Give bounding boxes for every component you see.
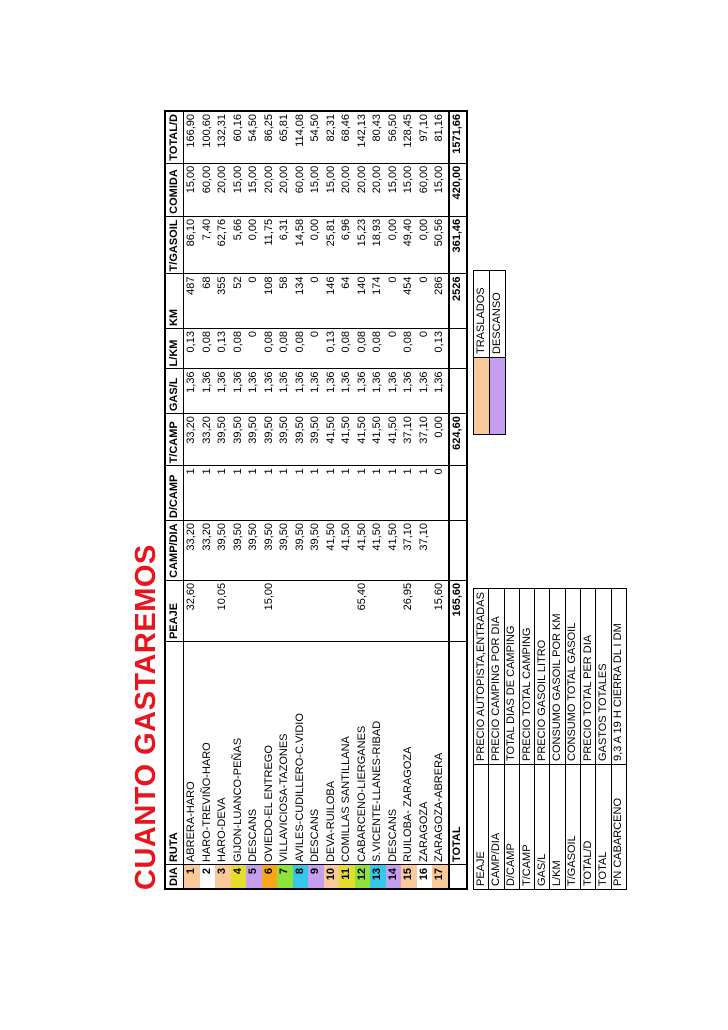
legend-row bbox=[474, 589, 489, 890]
rotated-sheet bbox=[128, 110, 628, 890]
cell-camp-dia: 41,50 bbox=[339, 521, 355, 581]
header-peaje: PEAJE bbox=[165, 580, 184, 641]
cell-d-camp: 1 bbox=[293, 466, 309, 521]
cell-peaje: 26,95 bbox=[401, 580, 417, 641]
header-d-camp: D/CAMP bbox=[165, 466, 184, 521]
cell-total-d: 60,16 bbox=[231, 111, 247, 163]
cell-d-camp: 1 bbox=[308, 466, 324, 521]
cell-km: 286 bbox=[432, 274, 449, 329]
cell-t-camp: 39,50 bbox=[293, 414, 309, 466]
header-l-km: L/KM bbox=[165, 329, 184, 369]
cell-dia: 3 bbox=[215, 865, 231, 889]
cell-total-d: 166,90 bbox=[184, 111, 200, 163]
cell-camp-dia: 41,50 bbox=[386, 521, 402, 581]
cell-l-km: 0,08 bbox=[355, 329, 371, 369]
cell-camp-dia: 41,50 bbox=[355, 521, 371, 581]
cell-comida: 20,00 bbox=[215, 163, 231, 216]
cell-gas-l: 1,36 bbox=[401, 369, 417, 414]
cell-ruta: ABRERA-HARO bbox=[184, 642, 200, 865]
cell-t-gasoil: 25,81 bbox=[324, 216, 340, 274]
cell-km: 0 bbox=[417, 274, 433, 329]
cell-gas-l: 1,36 bbox=[370, 369, 386, 414]
cell-camp-dia bbox=[432, 521, 449, 581]
legend-desc: GASTOS TOTALES bbox=[596, 589, 611, 765]
cell-t-gasoil: 6,96 bbox=[339, 216, 355, 274]
cell-peaje bbox=[308, 580, 324, 641]
total-label: TOTAL bbox=[449, 642, 467, 865]
total-t-camp: 624,60 bbox=[449, 414, 467, 466]
cell-comida: 15,00 bbox=[324, 163, 340, 216]
cell-gas-l: 1,36 bbox=[215, 369, 231, 414]
cell-t-gasoil: 18,93 bbox=[370, 216, 386, 274]
cell-camp-dia: 39,50 bbox=[215, 521, 231, 581]
cell-t-camp: 41,50 bbox=[370, 414, 386, 466]
cell-dia: 15 bbox=[401, 865, 417, 889]
color-swatch bbox=[474, 358, 490, 435]
cell-gas-l: 1,36 bbox=[262, 369, 278, 414]
cell-d-camp: 1 bbox=[339, 466, 355, 521]
total-t-gasoil: 361,46 bbox=[449, 216, 467, 274]
legend-key: T/GASOIL bbox=[565, 765, 580, 890]
legend-key: TOTAL bbox=[596, 765, 611, 890]
table-row bbox=[355, 111, 371, 889]
legend-desc: PRECIO CAMPING POR DIA bbox=[489, 589, 504, 765]
cell-l-km: 0,13 bbox=[184, 329, 200, 369]
cell-gas-l: 1,36 bbox=[246, 369, 262, 414]
cell-ruta: HARO-TREVIÑO-HARO bbox=[200, 642, 216, 865]
cell-peaje bbox=[277, 580, 293, 641]
cell-peaje: 10,05 bbox=[215, 580, 231, 641]
cell-t-camp: 39,50 bbox=[246, 414, 262, 466]
cell-dia: 2 bbox=[200, 865, 216, 889]
cell-t-gasoil: 50,56 bbox=[432, 216, 449, 274]
cell-ruta: DESCANS bbox=[308, 642, 324, 865]
color-key-label: TRASLADOS bbox=[474, 271, 490, 358]
legend-key: T/CAMP bbox=[519, 765, 534, 890]
cell-l-km: 0 bbox=[246, 329, 262, 369]
cell-t-camp: 41,50 bbox=[386, 414, 402, 466]
cell-gas-l: 1,36 bbox=[324, 369, 340, 414]
cell-camp-dia: 37,10 bbox=[417, 521, 433, 581]
cell-total-d: 142,13 bbox=[355, 111, 371, 163]
cell-l-km: 0 bbox=[417, 329, 433, 369]
cell-t-camp: 39,50 bbox=[262, 414, 278, 466]
table-body bbox=[184, 111, 449, 889]
abbreviations-legend bbox=[473, 588, 627, 890]
cell-comida: 60,00 bbox=[293, 163, 309, 216]
cell-l-km: 0,08 bbox=[231, 329, 247, 369]
table-row bbox=[277, 111, 293, 889]
cell-dia: 1 bbox=[184, 865, 200, 889]
cell-dia: 8 bbox=[293, 865, 309, 889]
color-key-row bbox=[490, 271, 506, 435]
color-swatch bbox=[490, 358, 506, 435]
cell-total-d: 100,60 bbox=[200, 111, 216, 163]
cell-gas-l: 1,36 bbox=[231, 369, 247, 414]
cell-d-camp: 1 bbox=[215, 466, 231, 521]
cell-camp-dia: 39,50 bbox=[293, 521, 309, 581]
legend-key: PN CABARCENO bbox=[611, 765, 626, 890]
cell-km: 52 bbox=[231, 274, 247, 329]
cell-dia: 4 bbox=[231, 865, 247, 889]
legend-desc: CONSUMO GASOIL POR KM bbox=[550, 589, 565, 765]
cell-peaje bbox=[417, 580, 433, 641]
cell-camp-dia: 41,50 bbox=[324, 521, 340, 581]
cell-t-gasoil: 62,76 bbox=[215, 216, 231, 274]
cell-total-d: 81,16 bbox=[432, 111, 449, 163]
header-km: KM bbox=[165, 274, 184, 329]
cell-comida: 20,00 bbox=[262, 163, 278, 216]
table-row bbox=[293, 111, 309, 889]
cell-t-camp: 33,20 bbox=[184, 414, 200, 466]
cell-t-gasoil: 0,00 bbox=[308, 216, 324, 274]
cell-ruta: DESCANS bbox=[386, 642, 402, 865]
cell-camp-dia: 39,50 bbox=[246, 521, 262, 581]
cell-peaje bbox=[386, 580, 402, 641]
table-row bbox=[215, 111, 231, 889]
header-total-d: TOTAL/D bbox=[165, 111, 184, 163]
cell-gas-l: 1,36 bbox=[293, 369, 309, 414]
legend-row bbox=[519, 589, 534, 890]
cell-ruta: GIJON-LUANCO-PEÑAS bbox=[231, 642, 247, 865]
cell-t-gasoil: 86,10 bbox=[184, 216, 200, 274]
cell-comida: 15,00 bbox=[432, 163, 449, 216]
cell-comida: 20,00 bbox=[370, 163, 386, 216]
cell-t-gasoil: 0,00 bbox=[246, 216, 262, 274]
total-total-d: 1571,66 bbox=[449, 111, 467, 163]
cell-d-camp: 1 bbox=[184, 466, 200, 521]
table-row bbox=[200, 111, 216, 889]
cell-t-gasoil: 15,23 bbox=[355, 216, 371, 274]
cell-t-camp: 41,50 bbox=[324, 414, 340, 466]
total-d-camp-cell bbox=[449, 466, 467, 521]
legend-key: PEAJE bbox=[474, 765, 489, 890]
cell-km: 58 bbox=[277, 274, 293, 329]
cell-total-d: 56,50 bbox=[386, 111, 402, 163]
header-camp-dia: CAMP/DIA bbox=[165, 521, 184, 581]
cell-total-d: 54,50 bbox=[308, 111, 324, 163]
cell-km: 108 bbox=[262, 274, 278, 329]
cell-peaje bbox=[324, 580, 340, 641]
cell-peaje bbox=[200, 580, 216, 641]
total-row bbox=[449, 111, 467, 889]
cell-gas-l: 1,36 bbox=[339, 369, 355, 414]
cell-comida: 15,00 bbox=[184, 163, 200, 216]
legend-row bbox=[611, 589, 626, 890]
legend-desc: CONSUMO TOTAL GASOIL bbox=[565, 589, 580, 765]
legend-key: CAMP/DIA bbox=[489, 765, 504, 890]
cell-t-camp: 37,10 bbox=[401, 414, 417, 466]
cell-km: 355 bbox=[215, 274, 231, 329]
cell-comida: 15,00 bbox=[231, 163, 247, 216]
cell-total-d: 54,50 bbox=[246, 111, 262, 163]
cell-d-camp: 1 bbox=[386, 466, 402, 521]
cell-ruta: S.VICENTE-LLANES-RIBAD bbox=[370, 642, 386, 865]
legend-body bbox=[474, 589, 627, 890]
legend-desc: PRECIO GASOIL LITRO bbox=[535, 589, 550, 765]
total-peaje: 165,60 bbox=[449, 580, 467, 641]
cell-ruta: DESCANS bbox=[246, 642, 262, 865]
cell-dia: 6 bbox=[262, 865, 278, 889]
cell-gas-l: 1,36 bbox=[200, 369, 216, 414]
legend-row bbox=[550, 589, 565, 890]
cell-ruta: ZARAGOZA bbox=[417, 642, 433, 865]
legend-desc: 9,3 A 19 H CIERRA DL I DM bbox=[611, 589, 626, 765]
cell-camp-dia: 39,50 bbox=[231, 521, 247, 581]
total-dia-cell bbox=[449, 865, 467, 889]
cell-km: 454 bbox=[401, 274, 417, 329]
cell-l-km: 0,08 bbox=[401, 329, 417, 369]
total-comida: 420,00 bbox=[449, 163, 467, 216]
cell-ruta: CABARCENO-LIERGANES bbox=[355, 642, 371, 865]
cell-t-gasoil: 0,00 bbox=[417, 216, 433, 274]
cell-t-gasoil: 14,58 bbox=[293, 216, 309, 274]
cell-d-camp: 1 bbox=[417, 466, 433, 521]
cell-t-gasoil: 11,75 bbox=[262, 216, 278, 274]
cell-t-camp: 39,50 bbox=[277, 414, 293, 466]
cell-dia: 17 bbox=[432, 865, 449, 889]
color-key-body bbox=[474, 271, 506, 435]
legend-desc: PRECIO AUTOPISTA,ENTRADAS bbox=[474, 589, 489, 765]
legend-key: TOTAL/D bbox=[581, 765, 596, 890]
cell-d-camp: 1 bbox=[370, 466, 386, 521]
table-row bbox=[386, 111, 402, 889]
cell-comida: 20,00 bbox=[355, 163, 371, 216]
cell-t-camp: 39,50 bbox=[308, 414, 324, 466]
cell-t-gasoil: 5,66 bbox=[231, 216, 247, 274]
cell-d-camp: 1 bbox=[401, 466, 417, 521]
cell-dia: 16 bbox=[417, 865, 433, 889]
header-ruta: RUTA bbox=[165, 642, 184, 865]
cell-comida: 15,00 bbox=[308, 163, 324, 216]
legend-row bbox=[565, 589, 580, 890]
cell-l-km: 0,13 bbox=[324, 329, 340, 369]
cell-km: 68 bbox=[200, 274, 216, 329]
cell-dia: 10 bbox=[324, 865, 340, 889]
cell-comida: 15,00 bbox=[401, 163, 417, 216]
cell-l-km: 0,13 bbox=[215, 329, 231, 369]
cell-comida: 60,00 bbox=[417, 163, 433, 216]
header-gas-l: GAS/L bbox=[165, 369, 184, 414]
table-row bbox=[370, 111, 386, 889]
cell-peaje: 15,60 bbox=[432, 580, 449, 641]
cell-gas-l: 1,36 bbox=[386, 369, 402, 414]
color-key bbox=[473, 270, 506, 435]
cell-comida: 15,00 bbox=[246, 163, 262, 216]
cell-km: 487 bbox=[184, 274, 200, 329]
cell-dia: 13 bbox=[370, 865, 386, 889]
cell-total-d: 82,31 bbox=[324, 111, 340, 163]
table-row bbox=[184, 111, 200, 889]
cell-comida: 60,00 bbox=[200, 163, 216, 216]
cell-total-d: 132,31 bbox=[215, 111, 231, 163]
cell-ruta: ZARAGOZA-ABRERA bbox=[432, 642, 449, 865]
table-row bbox=[262, 111, 278, 889]
total-camp-dia-cell bbox=[449, 521, 467, 581]
cell-km: 134 bbox=[293, 274, 309, 329]
total-gas-l-cell bbox=[449, 369, 467, 414]
cell-t-gasoil: 7,40 bbox=[200, 216, 216, 274]
legend-row bbox=[596, 589, 611, 890]
cell-ruta: OVIEDO-EL ENTREGO bbox=[262, 642, 278, 865]
table-row bbox=[231, 111, 247, 889]
cell-peaje: 32,60 bbox=[184, 580, 200, 641]
cell-km: 174 bbox=[370, 274, 386, 329]
cell-d-camp: 1 bbox=[262, 466, 278, 521]
cell-total-d: 97,10 bbox=[417, 111, 433, 163]
cell-peaje bbox=[293, 580, 309, 641]
header-t-gasoil: T/GASOIL bbox=[165, 216, 184, 274]
cell-camp-dia: 37,10 bbox=[401, 521, 417, 581]
cell-comida: 20,00 bbox=[277, 163, 293, 216]
cell-camp-dia: 39,50 bbox=[262, 521, 278, 581]
cell-l-km: 0,13 bbox=[432, 329, 449, 369]
cell-d-camp: 1 bbox=[277, 466, 293, 521]
color-key-row bbox=[474, 271, 490, 435]
table-row bbox=[308, 111, 324, 889]
cell-camp-dia: 41,50 bbox=[370, 521, 386, 581]
legend-row bbox=[504, 589, 519, 890]
cell-peaje bbox=[246, 580, 262, 641]
cell-dia: 12 bbox=[355, 865, 371, 889]
cell-l-km: 0,08 bbox=[262, 329, 278, 369]
legend-row bbox=[535, 589, 550, 890]
cell-d-camp: 1 bbox=[355, 466, 371, 521]
cell-ruta: COMILLAS SANTILLANA bbox=[339, 642, 355, 865]
cell-gas-l: 1,36 bbox=[184, 369, 200, 414]
cell-ruta: VILLAVICIOSA-TAZONES bbox=[277, 642, 293, 865]
cell-gas-l: 1,36 bbox=[432, 369, 449, 414]
cell-km: 0 bbox=[308, 274, 324, 329]
cell-camp-dia: 33,20 bbox=[200, 521, 216, 581]
cell-total-d: 114,08 bbox=[293, 111, 309, 163]
cell-total-d: 80,43 bbox=[370, 111, 386, 163]
legend-key: D/CAMP bbox=[504, 765, 519, 890]
cell-t-gasoil: 49,40 bbox=[401, 216, 417, 274]
cell-km: 140 bbox=[355, 274, 371, 329]
table-row bbox=[324, 111, 340, 889]
cell-total-d: 86,25 bbox=[262, 111, 278, 163]
cell-dia: 7 bbox=[277, 865, 293, 889]
table-header-row bbox=[165, 111, 184, 889]
cell-d-camp: 1 bbox=[231, 466, 247, 521]
table-row bbox=[432, 111, 449, 889]
cell-t-camp: 33,20 bbox=[200, 414, 216, 466]
cell-comida: 20,00 bbox=[339, 163, 355, 216]
cell-gas-l: 1,36 bbox=[277, 369, 293, 414]
legend-key: L/KM bbox=[550, 765, 565, 890]
header-t-camp: T/CAMP bbox=[165, 414, 184, 466]
cell-comida: 15,00 bbox=[386, 163, 402, 216]
cell-camp-dia: 33,20 bbox=[184, 521, 200, 581]
cell-peaje bbox=[339, 580, 355, 641]
cell-t-camp: 37,10 bbox=[417, 414, 433, 466]
legend-key: GAS/L bbox=[535, 765, 550, 890]
cell-l-km: 0,08 bbox=[339, 329, 355, 369]
cell-t-camp: 0,00 bbox=[432, 414, 449, 466]
cell-km: 0 bbox=[386, 274, 402, 329]
header-comida: COMIDA bbox=[165, 163, 184, 216]
cell-l-km: 0,08 bbox=[370, 329, 386, 369]
legend-desc: TOTAL DIAS DE CAMPING bbox=[504, 589, 519, 765]
cell-peaje bbox=[231, 580, 247, 641]
cell-dia: 9 bbox=[308, 865, 324, 889]
cell-peaje: 15,00 bbox=[262, 580, 278, 641]
cell-km: 0 bbox=[246, 274, 262, 329]
legend-row bbox=[581, 589, 596, 890]
cell-total-d: 128,45 bbox=[401, 111, 417, 163]
page-title: CUANTO GASTAREMOS bbox=[130, 544, 162, 890]
cell-t-camp: 41,50 bbox=[355, 414, 371, 466]
cell-camp-dia: 39,50 bbox=[277, 521, 293, 581]
cell-camp-dia: 39,50 bbox=[308, 521, 324, 581]
cell-km: 146 bbox=[324, 274, 340, 329]
cell-ruta: DEVA-RUILOBA bbox=[324, 642, 340, 865]
cell-t-camp: 39,50 bbox=[215, 414, 231, 466]
cell-l-km: 0,08 bbox=[200, 329, 216, 369]
cell-t-gasoil: 6,31 bbox=[277, 216, 293, 274]
cell-gas-l: 1,36 bbox=[417, 369, 433, 414]
total-km: 2526 bbox=[449, 274, 467, 329]
cell-l-km: 0 bbox=[308, 329, 324, 369]
legend-desc: PRECIO TOTAL PER DIA bbox=[581, 589, 596, 765]
table-row bbox=[246, 111, 262, 889]
cell-peaje: 65,40 bbox=[355, 580, 371, 641]
cell-dia: 5 bbox=[246, 865, 262, 889]
legend-desc: PRECIO TOTAL CAMPING bbox=[519, 589, 534, 765]
cell-t-camp: 41,50 bbox=[339, 414, 355, 466]
cell-l-km: 0 bbox=[386, 329, 402, 369]
legend-row bbox=[489, 589, 504, 890]
expenses-table bbox=[164, 110, 468, 890]
cell-d-camp: 1 bbox=[200, 466, 216, 521]
cell-total-d: 65,81 bbox=[277, 111, 293, 163]
cell-dia: 14 bbox=[386, 865, 402, 889]
table-row bbox=[339, 111, 355, 889]
total-l-km-cell bbox=[449, 329, 467, 369]
cell-l-km: 0,08 bbox=[277, 329, 293, 369]
cell-km: 64 bbox=[339, 274, 355, 329]
cell-t-gasoil: 0,00 bbox=[386, 216, 402, 274]
cell-peaje bbox=[370, 580, 386, 641]
header-dia: DIA bbox=[165, 865, 184, 889]
cell-d-camp: 1 bbox=[246, 466, 262, 521]
table-row bbox=[417, 111, 433, 889]
cell-ruta: HARO-DEVA bbox=[215, 642, 231, 865]
cell-ruta: AVILES-CUDILLERO-C.VIDIO bbox=[293, 642, 309, 865]
cell-d-camp: 0 bbox=[432, 466, 449, 521]
cell-gas-l: 1,36 bbox=[355, 369, 371, 414]
cell-t-camp: 39,50 bbox=[231, 414, 247, 466]
table-row bbox=[401, 111, 417, 889]
cell-gas-l: 1,36 bbox=[308, 369, 324, 414]
cell-d-camp: 1 bbox=[324, 466, 340, 521]
color-key-label: DESCANSO bbox=[490, 271, 506, 358]
cell-l-km: 0,08 bbox=[293, 329, 309, 369]
cell-dia: 11 bbox=[339, 865, 355, 889]
cell-total-d: 68,46 bbox=[339, 111, 355, 163]
cell-ruta: RUILOBA- ZARAGOZA bbox=[401, 642, 417, 865]
